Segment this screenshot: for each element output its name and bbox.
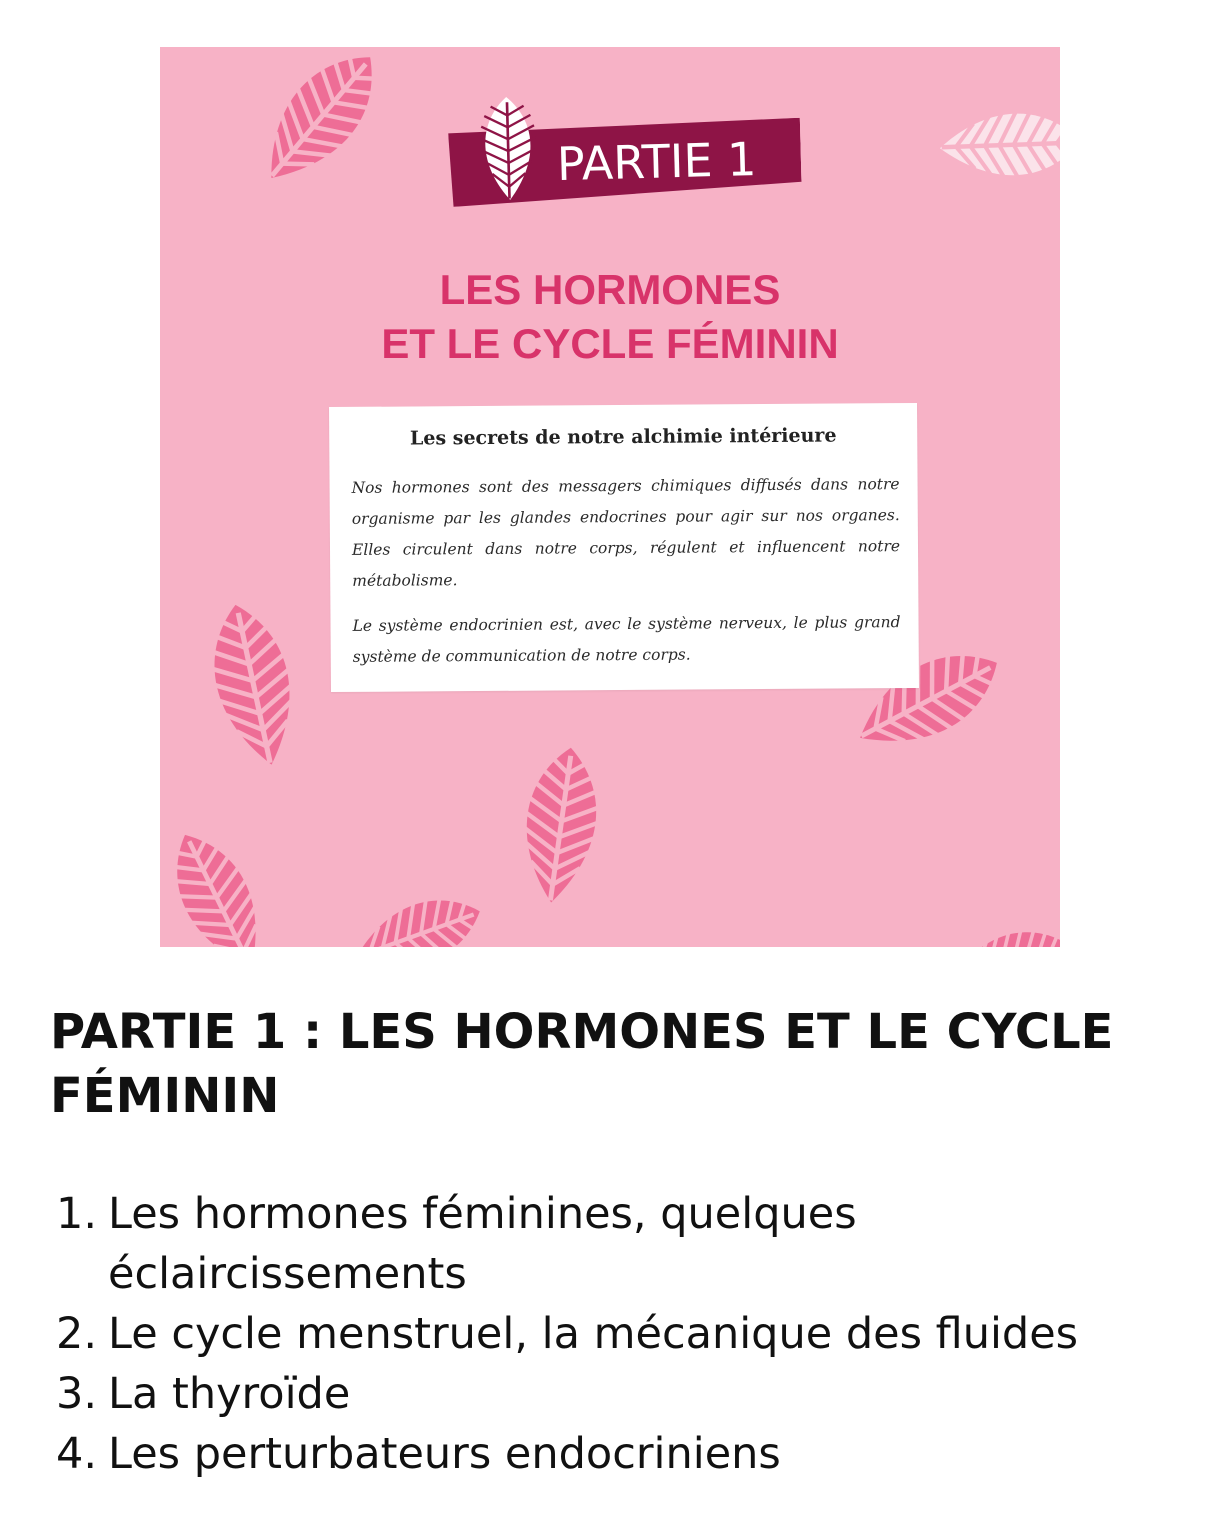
- info-card-paragraph: Nos hormones sont des messagers chimiques diffusés dans notre organisme par les glandes endocrines pour agir sur nos organes. Elles circulent dans notre corps, régulent et influencent notre métabolisme.: [351, 475, 901, 590]
- list-item-number: 3.: [56, 1369, 98, 1419]
- list-item: [56, 1184, 1176, 1304]
- list-item: [56, 1304, 1176, 1364]
- list-item-number: 2.: [56, 1309, 98, 1359]
- partie-badge: [448, 118, 802, 207]
- image-title-line: ET LE CYCLE FÉMININ: [381, 320, 839, 367]
- badge-label: PARTIE 1: [556, 131, 758, 192]
- leaf-icon: [332, 868, 502, 947]
- leaf-icon: [932, 905, 1060, 947]
- leaf-icon: [473, 93, 542, 205]
- list-item-label: La thyroïde: [108, 1369, 351, 1419]
- list-item: [56, 1364, 1176, 1424]
- chapter-list: [56, 1184, 1176, 1484]
- leaf-icon: [230, 47, 409, 210]
- info-card-title: Les secrets de notre alchimie intérieure: [409, 424, 837, 450]
- info-card: [329, 403, 919, 692]
- list-item-label: Les hormones féminines, quelques éclaircissements: [108, 1189, 857, 1299]
- leaf-icon: [933, 96, 1060, 191]
- leaf-icon: [182, 586, 322, 784]
- list-item-number: 4.: [56, 1429, 98, 1479]
- info-card-paragraph: Le système endocrinien est, avec le système nerveux, le plus grand système de communication de notre corps.: [352, 613, 901, 666]
- leaf-icon: [498, 729, 622, 921]
- leaf-icon: [160, 807, 296, 947]
- list-item: [56, 1424, 1176, 1484]
- book-page-image: [160, 47, 1060, 947]
- section-heading: PARTIE 1 : LES HORMONES ET LE CYCLE FÉMININ: [50, 1004, 1114, 1124]
- image-title: [160, 263, 1060, 371]
- list-item-label: Le cycle menstruel, la mécanique des fluides: [108, 1309, 1079, 1359]
- list-item-number: 1.: [56, 1189, 98, 1239]
- image-title-line: LES HORMONES: [439, 266, 781, 313]
- list-item-label: Les perturbateurs endocriniens: [108, 1429, 781, 1479]
